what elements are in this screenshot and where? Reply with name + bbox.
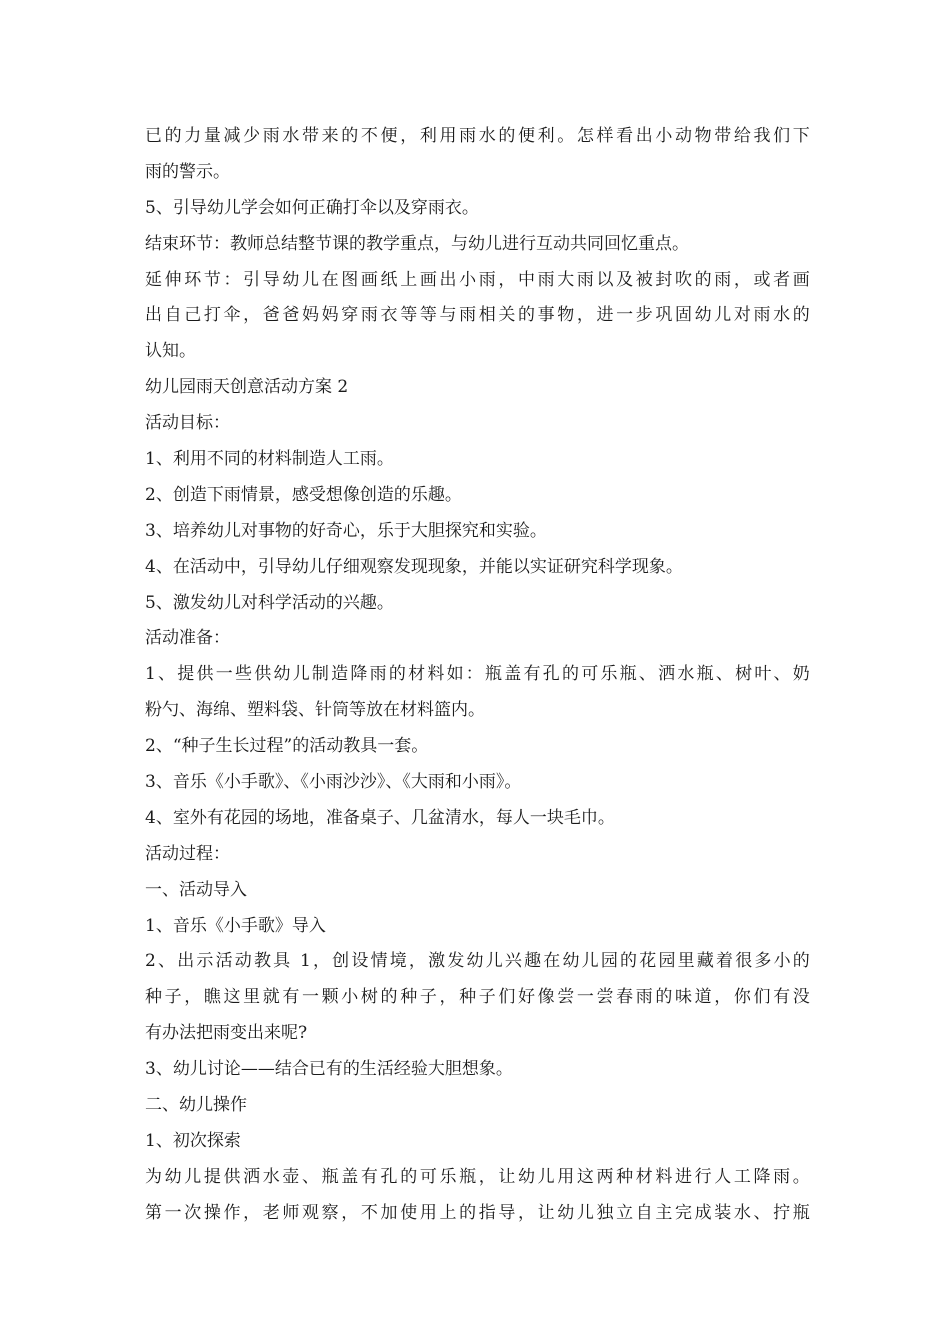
document-body [145,119,810,1232]
text-line: 出自己打伞，爸爸妈妈穿雨衣等等与雨相关的事物，进一步巩固幼儿对雨水的 [145,305,810,326]
text-line: 5、引导幼儿学会如何正确打伞以及穿雨衣。 [145,197,479,218]
text-line: 4、室外有花园的场地，准备桌子、几盆清水，每人一块毛巾。 [145,807,615,828]
text-line: 结束环节：教师总结整节课的教学重点，与幼儿进行互动共同回忆重点。 [145,233,689,254]
text-line: 第一次操作，老师观察，不加使用上的指导，让幼儿独立自主完成装水、拧瓶 [145,1202,810,1223]
text-line: 活动准备： [145,628,230,649]
text-line: 雨的警示。 [145,161,230,182]
text-line: 3、幼儿讨论——结合已有的生活经验大胆想象。 [145,1059,513,1080]
text-line: 已的力量减少雨水带来的不便，利用雨水的便利。怎样看出小动物带给我们下 [145,126,810,146]
text-line: 为幼儿提供洒水壶、瓶盖有孔的可乐瓶，让幼儿用这两种材料进行人工降雨。 [145,1166,810,1187]
text-line: 延伸环节：引导幼儿在图画纸上画出小雨，中雨大雨以及被封吹的雨，或者画 [145,269,810,290]
text-line: 1、提供一些供幼儿制造降雨的材料如：瓶盖有孔的可乐瓶、洒水瓶、树叶、奶 [145,664,810,685]
text-line: 5、激发幼儿对科学活动的兴趣。 [145,592,394,613]
text-line: 1、利用不同的材料制造人工雨。 [145,449,394,470]
text-line: 粉勺、海绵、塑料袋、针筒等放在材料篮内。 [145,700,485,721]
text-line: 认知。 [145,341,196,362]
text-line: 4、在活动中，引导幼儿仔细观察发现现象，并能以实证研究科学现象。 [145,556,683,577]
text-line: 3、音乐《小手歌》、《小雨沙沙》、《大雨和小雨》。 [145,772,522,793]
text-line: 2、创造下雨情景，感受想像创造的乐趣。 [145,484,462,505]
text-line: 活动目标： [145,413,230,434]
text-line: 种子，瞧这里就有一颗小树的种子，种子们好像尝一尝春雨的味道，你们有没 [145,987,810,1008]
text-line: 有办法把雨变出来呢? [145,1023,308,1044]
text-line: 1、音乐《小手歌》导入 [145,915,326,936]
text-line: 2、出示活动教具 1，创设情境，激发幼儿兴趣在幼儿园的花园里藏着很多小的 [145,951,810,972]
text-line: 1、初次探索 [145,1130,241,1151]
text-line: 一、活动导入 [145,879,247,900]
text-line: 活动过程： [145,843,230,864]
text-line: 幼儿园雨天创意活动方案 2 [145,377,349,398]
text-line: 3、培养幼儿对事物的好奇心，乐于大胆探究和实验。 [145,520,547,541]
text-line: 2、“种子生长过程”的活动教具一套。 [145,736,429,757]
text-line: 二、幼儿操作 [145,1095,247,1116]
